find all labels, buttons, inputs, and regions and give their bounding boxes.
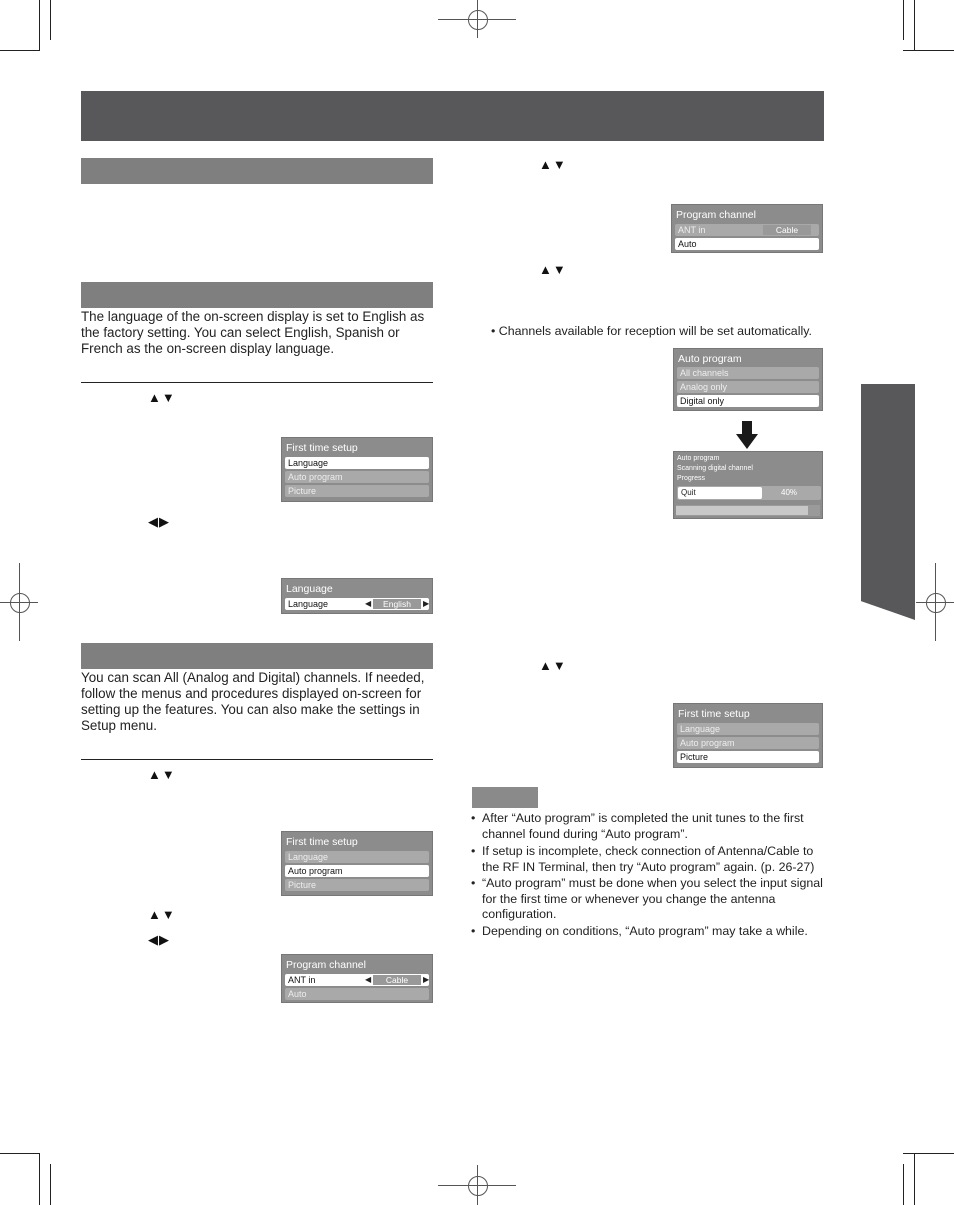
left-right-arrow-icon: ◀▶ xyxy=(148,514,170,529)
right-triangle-icon: ▶ xyxy=(423,599,430,608)
menu-item-digital-only[interactable]: Digital only xyxy=(677,395,819,407)
crop-mark xyxy=(50,1164,51,1205)
menu-title: Program channel xyxy=(676,209,756,221)
scan-status: Scanning digital channel xyxy=(677,465,753,472)
bullet: • xyxy=(471,924,476,938)
crop-mark xyxy=(903,50,954,51)
crop-mark xyxy=(39,1153,40,1205)
notes-header xyxy=(472,787,538,808)
language-value: English xyxy=(373,599,421,609)
program-channel-menu xyxy=(671,204,823,253)
crop-mark xyxy=(39,0,40,51)
row-label: ANT in xyxy=(288,975,316,985)
row-label: ANT in xyxy=(678,225,706,235)
registration-mark xyxy=(468,1176,488,1196)
menu-item-analog-only[interactable]: Analog only xyxy=(677,381,819,393)
big-down-arrow-icon xyxy=(736,421,758,449)
registration-mark xyxy=(926,593,946,613)
language-intro: The language of the on-screen display is set to English as the factory setting. You can select English, Spanish or French as the on-screen display language. xyxy=(81,309,425,356)
right-triangle-icon: ▶ xyxy=(423,975,430,984)
scan-title: Auto program xyxy=(677,455,720,462)
section-bar-language xyxy=(81,282,433,308)
ant-in-value: Cable xyxy=(763,225,811,235)
auto-program-menu xyxy=(673,348,823,411)
crop-mark xyxy=(0,1153,40,1154)
note-text: After “Auto program” is completed the unit tunes to the first channel found during “Auto program”. xyxy=(482,811,804,841)
ant-in-value: Cable xyxy=(373,975,421,985)
menu-title: Language xyxy=(286,583,333,595)
section-bar xyxy=(81,158,433,184)
quit-button[interactable] xyxy=(678,487,762,499)
left-right-arrow-icon: ◀▶ xyxy=(148,932,170,947)
menu-title: First time setup xyxy=(286,836,358,848)
menu-item-language[interactable]: Language xyxy=(285,851,429,863)
program-channel-menu xyxy=(281,954,433,1003)
progress-bar-track xyxy=(676,505,820,516)
note-text: Depending on conditions, “Auto program” may take a while. xyxy=(482,924,808,938)
up-down-arrow-icon: ▲▼ xyxy=(539,658,567,673)
menu-item-picture[interactable]: Picture xyxy=(285,879,429,891)
up-down-arrow-icon: ▲▼ xyxy=(539,262,567,277)
quit-label: Quit xyxy=(681,488,696,497)
page-header-banner xyxy=(81,91,824,141)
left-triangle-icon: ◀ xyxy=(365,599,372,608)
bullet: • xyxy=(471,844,476,858)
ant-in-row[interactable] xyxy=(675,224,819,236)
menu-item-auto-program[interactable]: Auto program xyxy=(677,737,819,749)
first-time-setup-menu xyxy=(281,437,433,502)
menu-title: First time setup xyxy=(286,442,358,454)
side-tab xyxy=(861,384,915,620)
auto-program-progress-screen xyxy=(673,451,823,519)
auto-program-intro: You can scan All (Analog and Digital) channels. If needed, follow the menus and procedures displayed on-screen for setting up the features. You can also make the settings in Setup menu. xyxy=(81,670,425,733)
crop-mark xyxy=(0,50,40,51)
row-label: Language xyxy=(288,599,329,609)
up-down-arrow-icon: ▲▼ xyxy=(148,390,176,405)
divider xyxy=(81,382,433,383)
ant-in-row[interactable] xyxy=(285,974,429,986)
divider xyxy=(81,759,433,760)
note-text: “Auto program” must be done when you select the input signal for the first time or whenever you change the antenna configuration. xyxy=(482,876,823,922)
registration-mark xyxy=(10,593,30,613)
registration-mark xyxy=(468,10,488,30)
menu-item-language[interactable]: Language xyxy=(285,457,429,469)
menu-item-auto-program[interactable]: Auto program xyxy=(285,471,429,483)
auto-row[interactable]: Auto xyxy=(285,988,429,1000)
section-bar-auto-program xyxy=(81,643,433,669)
menu-item-picture[interactable]: Picture xyxy=(285,485,429,497)
crop-mark xyxy=(903,0,904,40)
quit-progress-row xyxy=(677,486,821,500)
crop-mark xyxy=(903,1164,904,1205)
menu-item-all-channels[interactable]: All channels xyxy=(677,367,819,379)
menu-item-picture[interactable]: Picture xyxy=(677,751,819,763)
crop-mark xyxy=(903,1153,954,1154)
progress-label: Progress xyxy=(677,475,706,482)
note-item xyxy=(471,876,831,923)
progress-bar-fill xyxy=(676,506,808,515)
note-item xyxy=(471,844,831,875)
first-time-setup-menu xyxy=(673,703,823,768)
up-down-arrow-icon: ▲▼ xyxy=(148,907,176,922)
left-triangle-icon: ◀ xyxy=(365,975,372,984)
up-down-arrow-icon: ▲▼ xyxy=(148,767,176,782)
language-menu xyxy=(281,578,433,614)
note-item xyxy=(471,811,831,842)
note-item xyxy=(471,924,831,940)
auto-row[interactable]: Auto xyxy=(675,238,819,250)
menu-title: First time setup xyxy=(678,708,750,720)
channels-note: • Channels available for reception will be set automatically. xyxy=(491,324,812,338)
bullet: • xyxy=(471,876,476,890)
progress-percent: 40% xyxy=(781,488,798,497)
note-text: If setup is incomplete, check connection of Antenna/Cable to the RF IN Terminal, then try “Auto program” again. (p. 26-27) xyxy=(482,844,815,874)
crop-mark xyxy=(50,0,51,40)
menu-item-language[interactable]: Language xyxy=(677,723,819,735)
crop-mark xyxy=(914,0,915,51)
crop-mark xyxy=(914,1153,915,1205)
menu-title: Program channel xyxy=(286,959,366,971)
up-down-arrow-icon: ▲▼ xyxy=(539,157,567,172)
menu-title: Auto program xyxy=(678,353,742,365)
language-row[interactable] xyxy=(285,598,429,610)
bullet: • xyxy=(471,811,476,825)
first-time-setup-menu xyxy=(281,831,433,896)
menu-item-auto-program[interactable]: Auto program xyxy=(285,865,429,877)
